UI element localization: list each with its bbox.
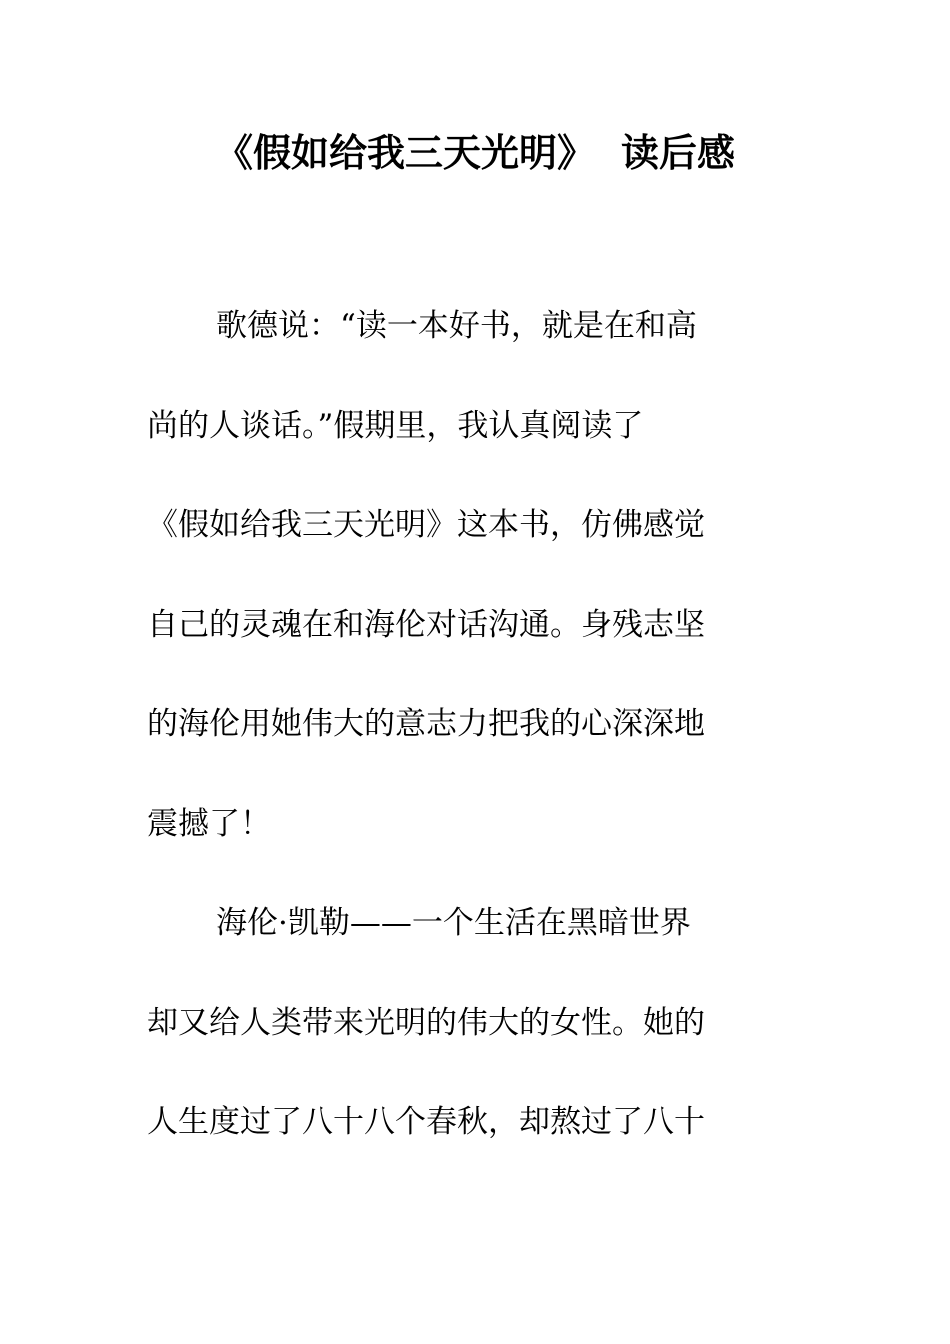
paragraph-2-line-2: 却又给人类带来光明的伟大的女性。她的 bbox=[147, 1005, 705, 1041]
title-suffix: 读后感 bbox=[621, 131, 736, 175]
paragraph-1-line-6: 震撼了！ bbox=[147, 806, 271, 842]
paragraph-2-line-1: 海伦·凯勒——一个生活在黑暗世界 bbox=[216, 905, 691, 941]
paragraph-1-line-5: 的海伦用她伟大的意志力把我的心深深地 bbox=[147, 706, 705, 742]
document-title bbox=[0, 126, 950, 180]
paragraph-1-line-2: 尚的人谈话。”假期里，我认真阅读了 bbox=[147, 408, 644, 444]
title-book-name: 《假如给我三天光明》 bbox=[214, 131, 595, 175]
paragraph-1-line-3: 《假如给我三天光明》这本书，仿佛感觉 bbox=[147, 507, 705, 543]
paragraph-1-line-4: 自己的灵魂在和海伦对话沟通。身残志坚 bbox=[147, 607, 705, 643]
paragraph-2-line-3: 人生度过了八十八个春秋，却熬过了八十 bbox=[147, 1104, 705, 1140]
paragraph-1-line-1: 歌德说：“读一本好书，就是在和高 bbox=[216, 308, 697, 344]
